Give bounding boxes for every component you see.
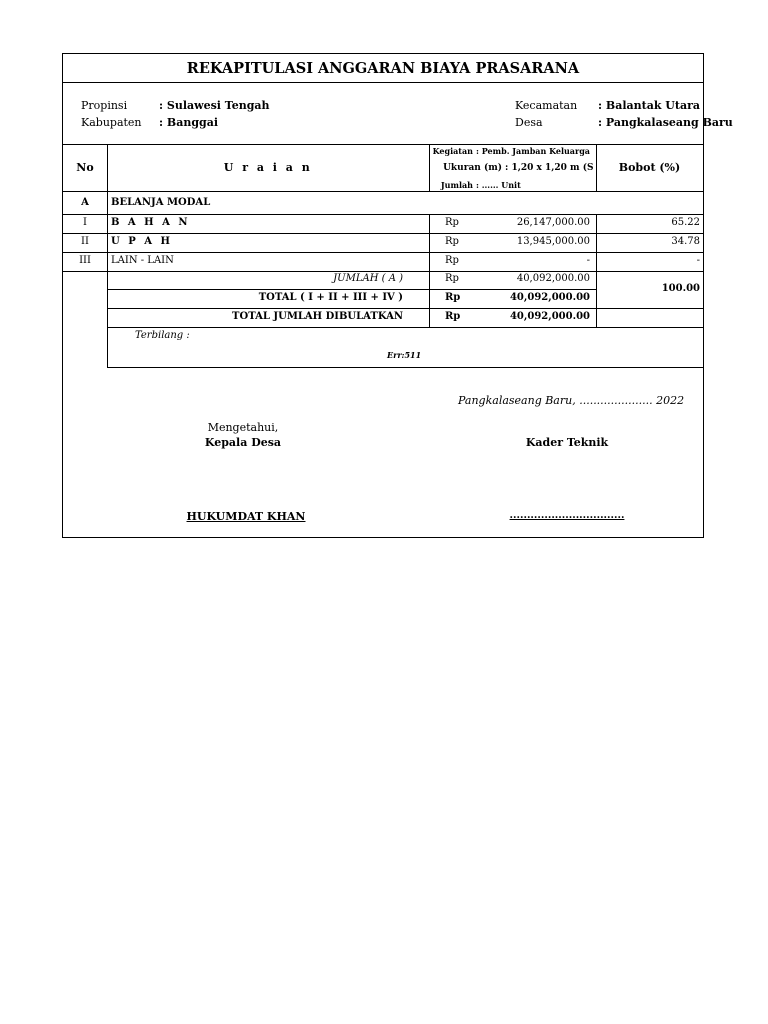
row-divider [63,233,703,234]
row-bobot: 65.22 [671,217,700,228]
kader-teknik-name: ................................. [509,510,625,521]
row-label: LAIN - LAIN [111,255,174,266]
row-currency: Rp [445,236,459,247]
row-amount: 13,945,000.00 [516,236,590,247]
row-label: B A H A N [111,217,190,228]
col-divider [107,191,108,271]
bobot-total: 100.00 [661,283,700,294]
row-bobot: 34.78 [671,236,700,247]
kegiatan-label: Kegiatan [432,146,473,156]
row-divider [107,327,703,328]
rounded-total-label: TOTAL JUMLAH DIBULATKAN [232,311,403,322]
row-currency: Rp [445,255,459,266]
section-code: A [81,197,89,208]
total-amount: 40,092,000.00 [509,292,590,303]
propinsi-value: : Sulawesi Tengah [159,99,270,112]
kecamatan-label: Kecamatan [515,99,578,112]
page-title: REKAPITULASI ANGGARAN BIAYA PRASARANA [186,60,580,77]
ukuran-value: : 1,20 x 1,20 m (S [505,163,594,173]
col-divider [429,214,430,271]
col-divider [596,271,597,327]
jumlah-label: Jumlah [440,180,473,190]
row-label: U P A H [111,236,173,247]
kegiatan-value: : Pemb. Jamban Keluarga [476,146,590,156]
terbilang-value: Err:511 [387,350,422,360]
row-divider [63,214,703,215]
jumlah-a-amount: 40,092,000.00 [516,273,590,284]
row-divider [63,252,703,253]
propinsi-label: Propinsi [81,99,128,112]
terbilang-bottom-border [107,367,703,368]
mengetahui-label: Mengetahui, [207,421,279,434]
kepala-desa-title: Kepala Desa [204,436,282,449]
row-bobot: - [696,255,700,266]
row-no: III [79,255,91,266]
jumlah-a-currency: Rp [445,273,459,284]
table-top-border [63,144,703,145]
ukuran-label: Ukuran (m) [443,163,502,173]
header-uraian: U r a i a n [223,161,313,174]
total-currency: Rp [445,292,461,303]
jumlah-value: : ...... Unit [476,180,521,190]
kepala-desa-name: HUKUMDAT KHAN [186,510,306,523]
kabupaten-value: : Banggai [159,116,219,129]
kecamatan-value: : Balantak Utara [598,99,701,112]
row-divider [107,308,703,309]
row-amount: 26,147,000.00 [516,217,590,228]
terbilang-label: Terbilang : [135,330,190,341]
header-bobot: Bobot (%) [618,161,681,174]
row-no: I [83,217,87,228]
kader-teknik-title: Kader Teknik [525,436,609,449]
col-divider [429,271,430,327]
place-date: Pangkalaseang Baru, ..................... 2022 [458,394,685,407]
row-divider [63,271,703,272]
total-label: TOTAL ( I + II + III + IV ) [258,292,403,303]
budget-recap-sheet [62,53,733,538]
desa-label: Desa [515,116,543,129]
desa-value: : Pangkalaseang Baru [598,116,733,129]
rounded-total-currency: Rp [445,311,461,322]
row-no: II [81,236,89,247]
jumlah-a-label: JUMLAH ( A ) [333,273,403,284]
header-no: No [76,161,94,174]
title-divider [63,82,703,83]
section-label: BELANJA MODAL [111,197,211,208]
row-amount: - [586,255,590,266]
row-currency: Rp [445,217,459,228]
rounded-total-amount: 40,092,000.00 [509,311,590,322]
kabupaten-label: Kabupaten [81,116,142,129]
header-bottom-border [63,191,703,192]
row-divider [107,289,596,290]
